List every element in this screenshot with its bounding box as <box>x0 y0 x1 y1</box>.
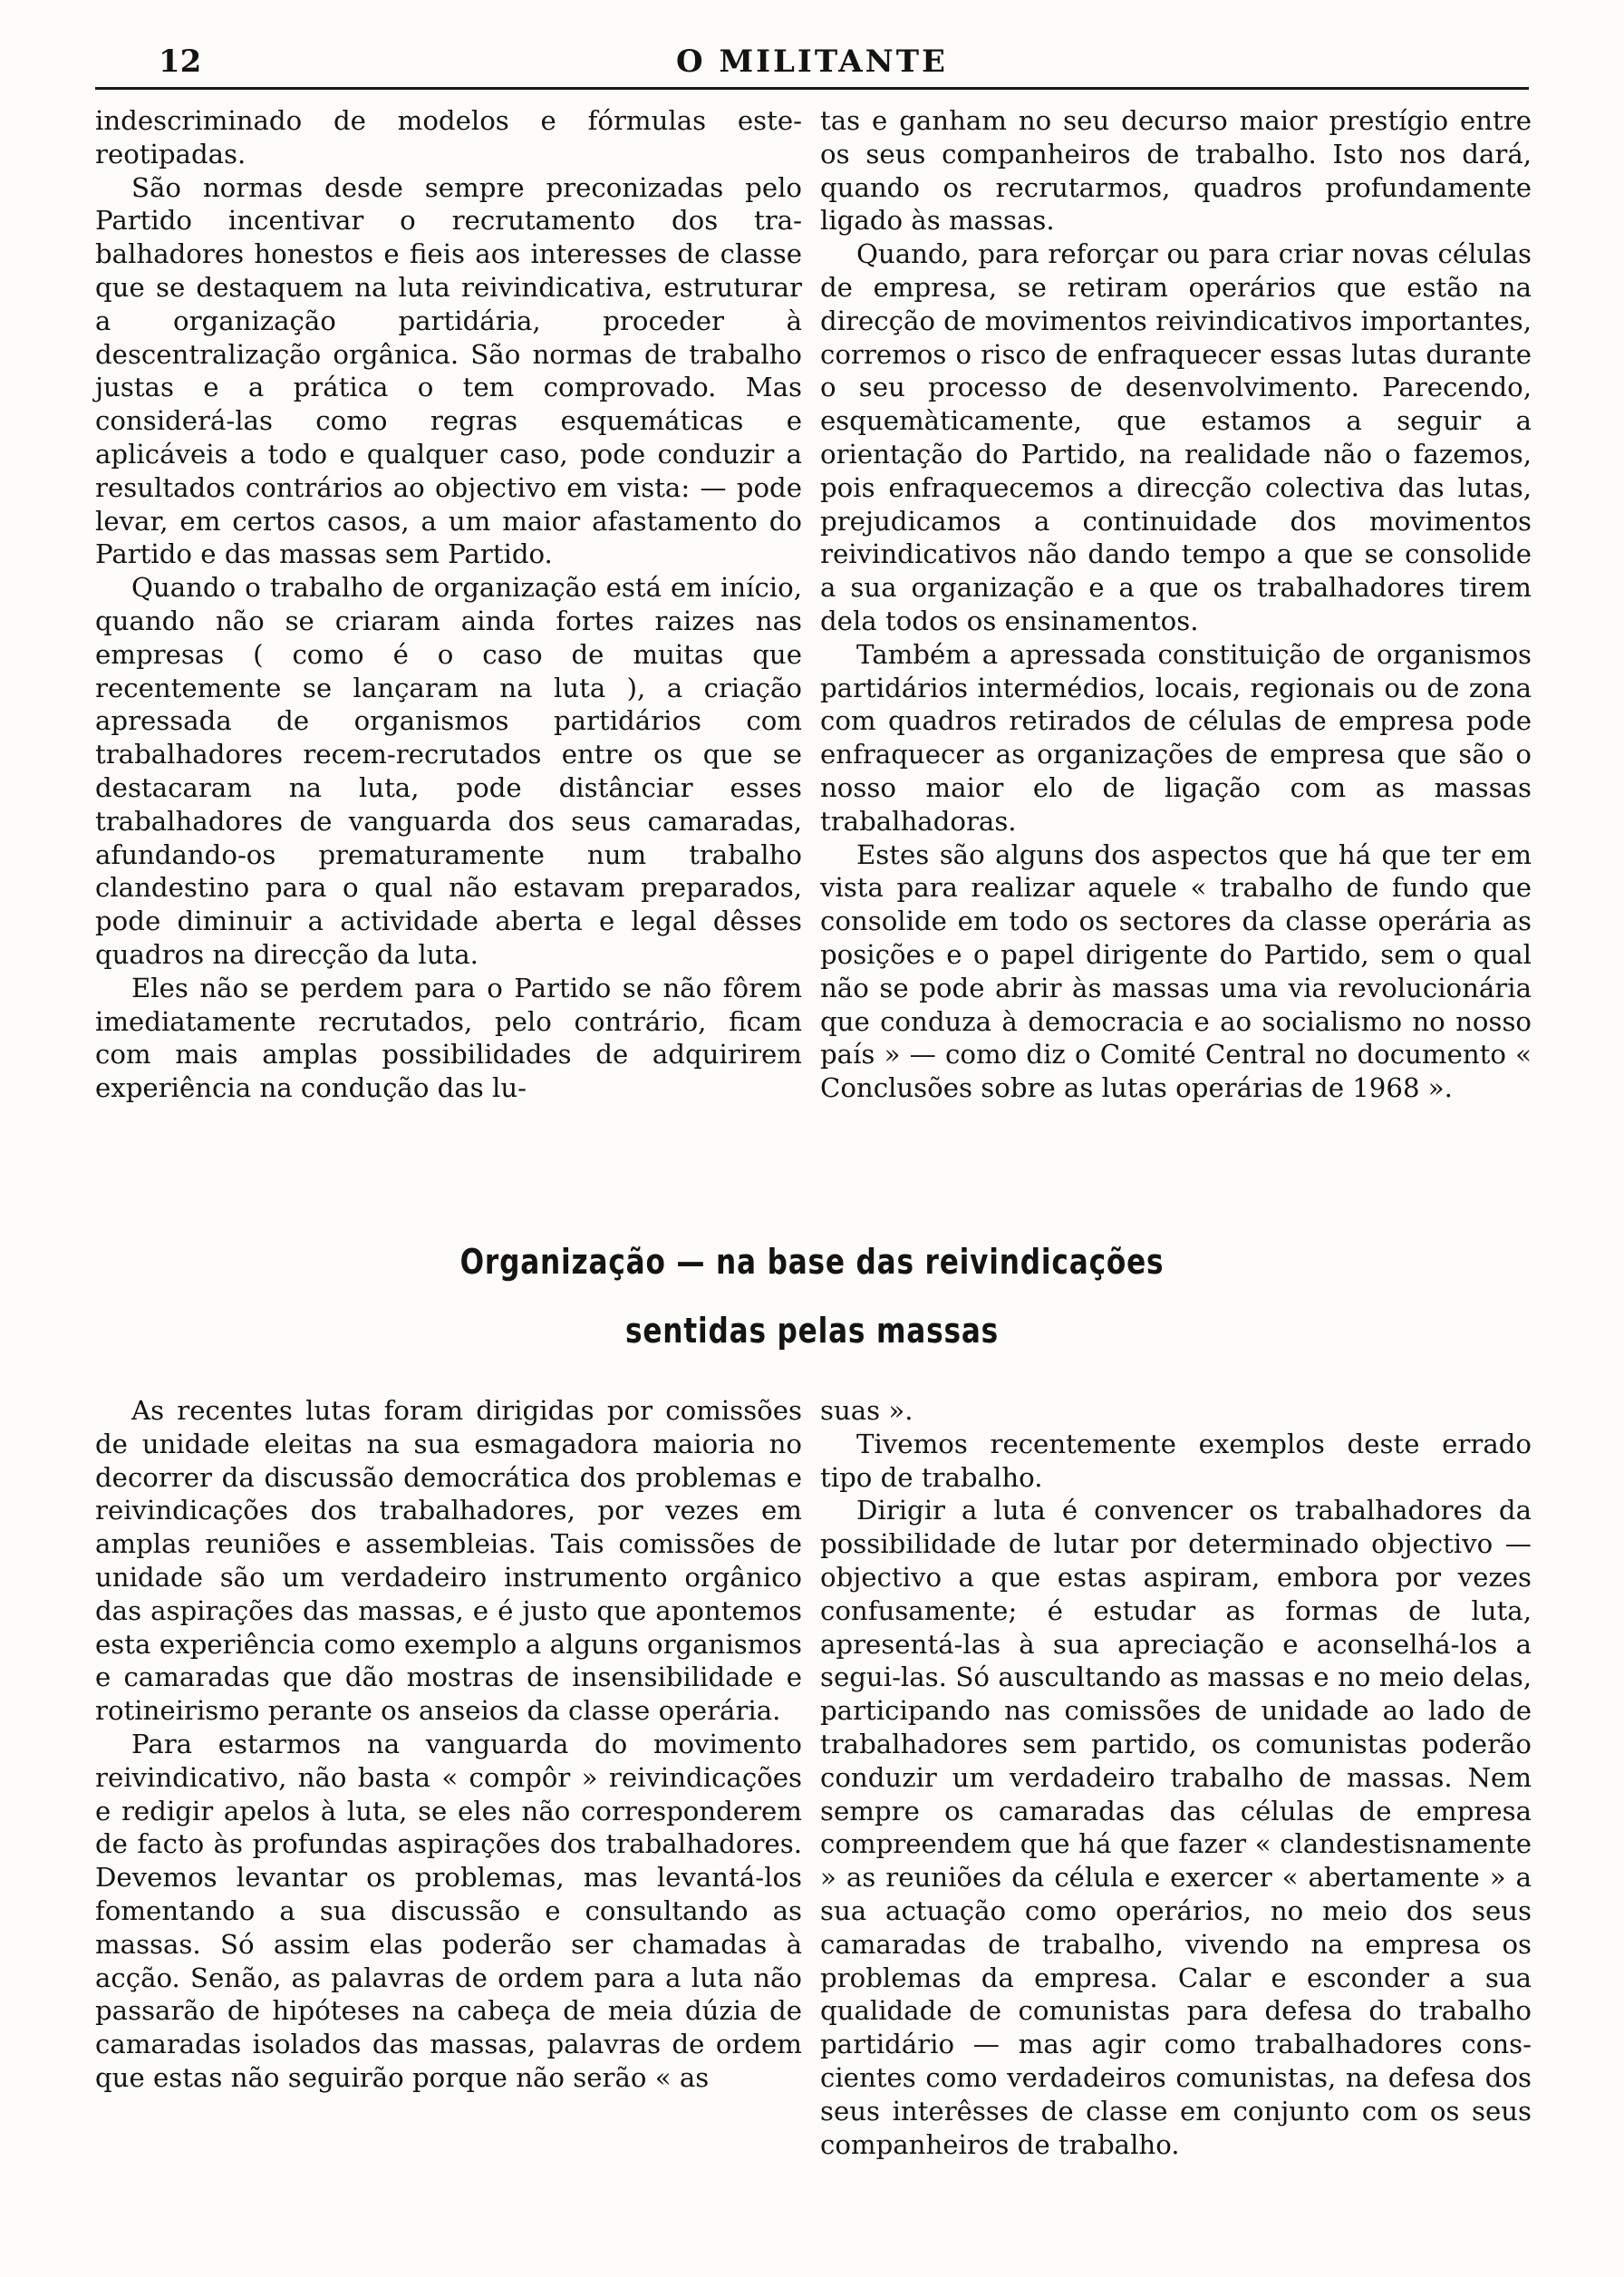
paragraph: Eles não se perdem para o Partido se não fôrem imediatamente recrutados, pelo contrário, ficam com mais amplas possibilidades de adquirirem experiência na condução das lu- <box>95 972 802 1104</box>
paragraph: Para estarmos na vanguarda do movimento reivindicativo, não basta « compôr » reivindicações e redigir apelos à luta, se eles não corresponderem de facto às profundas aspirações dos trabalhadores. Devemos levantar os problemas, mas levantá-los fomentando a sua discussão e consultando as massas. Só assim elas poderão ser chamadas à acção. Senão, as palavras de ordem para a luta não passarão de hipóteses na cabeça de meia dúzia de camaradas isolados das massas, palavras de ordem que estas não seguirão porque não serão « as <box>95 1728 802 2093</box>
section-title-line-1: Organização — na base das reivindicações <box>459 1242 1165 1282</box>
bottom-article-column-1 <box>95 1394 802 2095</box>
paragraph: As recentes lutas foram dirigidas por comissões de unidade eleitas na sua esmagadora maioria no decorrer da discussão democrática dos problemas e reivindicações dos trabalhadores, por vezes em amplas reuniões e assembleias. Tais comissões de unidade são um verdadeiro instrumento orgânico das aspirações das massas, e é justo que apontemos esta experiência como exemplo a alguns organismos e camaradas que dão mostras de insensibilidade e rotineirismo perante os anseios da classe operária. <box>95 1395 802 1727</box>
top-article-column-1 <box>95 104 802 1105</box>
page-header <box>95 44 1529 90</box>
paragraph: tas e ganham no seu decurso maior prestígio entre os seus companheiros de trabalho. Isto nos dará, quando os recrutarmos, quadros profundamente ligado às massas. <box>820 105 1532 237</box>
bottom-article-column-2 <box>820 1394 1532 2161</box>
paragraph: suas ». <box>820 1395 914 1426</box>
paragraph: Estes são alguns dos aspectos que há que ter em vista para realizar aquele « trabalho de fundo que consolide em todo os sectores da classe operária as posições e o papel dirigente do Partido, sem o qual não se pode abrir às massas uma via revolucionária que conduza à democracia e ao socialismo no nosso país » — como diz o Comité Central no documento « Conclusões sobre as lutas operárias de 1968 ». <box>820 838 1532 1104</box>
paragraph: Quando o trabalho de organização está em início, quando não se criaram ainda fortes raizes nas empresas ( como é o caso de muitas que recentemente se lançaram na luta ), a criação apressada de organismos partidários com trabalhadores recem-recrutados entre os que se destacaram na luta, pode distânciar esses trabalhadores de vanguarda dos seus camaradas, afundando-os prematuramente num trabalho clandestino para o qual não estavam preparados, pode diminuir a actividade aberta e legal dêsses quadros na direcção da luta. <box>95 572 802 970</box>
top-article-column-2 <box>820 104 1532 1105</box>
paragraph: Também a apressada constituição de organismos partidários intermédios, locais, regionais ou de zona com quadros retirados de células de empresa pode enfraquecer as organizações de empresa que são o nosso maior elo de ligação com as massas trabalhadoras. <box>820 638 1532 837</box>
paragraph: Tivemos recentemente exemplos deste errado tipo de trabalho. <box>820 1428 1532 1493</box>
paragraph: Quando, para reforçar ou para criar novas células de empresa, se retiram operários que estão na direcção de movimentos reivindicativos importantes, corremos o risco de enfraquecer essas lutas durante o seu processo de desenvolvimento. Parecendo, esquemàticamente, que estamos a seguir a orientação do Partido, na realidade não o fazemos, pois enfraquecemos a direcção colectiva das lutas, prejudicamos a continuidade dos movimentos reivindicativos não dando tempo a que se consolide a sua organização e a que os trabalhadores tirem dela todos os ensinamentos. <box>820 238 1532 636</box>
paragraph: indescriminado de modelos e fórmulas estereotipadas. <box>95 105 802 170</box>
publication-title: O MILITANTE <box>676 44 948 80</box>
section-title-line-2: sentidas pelas massas <box>624 1311 1000 1351</box>
paragraph: São normas desde sempre preconizadas pelo Partido incentivar o recrutamento dos trabalhadores honestos e fieis aos interesses de classe que se destaquem na luta reivindicativa, estruturar a organização partidária, proceder à descentralização orgânica. São normas de trabalho justas e a prática o tem comprovado. Mas considerá-las como regras esquemáticas e aplicáveis a todo e qualquer caso, pode conduzir a resultados contrários ao objectivo em vista: — pode levar, em certos casos, a um maior afastamento do Partido e das massas sem Partido. <box>95 171 802 570</box>
page-number: 12 <box>159 44 202 80</box>
paragraph: Dirigir a luta é convencer os trabalhadores da possibilidade de lutar por determinado objectivo — objectivo a que estas aspiram, embora por vezes confusamente; é estudar as formas de luta, apresentá-las à sua apreciação e aconselhá-los a segui-las. Só auscultando as massas e no meio delas, participando nas comissões de unidade ao lado de trabalhadores sem partido, os comunistas poderão conduzir um verdadeiro trabalho de massas. Nem sempre os camaradas das células de empresa compreendem que há que fazer « clandestisnamente » as reuniões da célula e exercer « abertamente » a sua actuação como operários, no meio dos seus camaradas de trabalho, vivendo na empresa os problemas da empresa. Calar e esconder a sua qualidade de comunistas para defesa do trabalho partidário — mas agir como trabalhadores conscientes como verdadeiros comunistas, na defesa dos seus interêsses de classe em conjunto com os seus companheiros de trabalho. <box>820 1495 1532 2160</box>
